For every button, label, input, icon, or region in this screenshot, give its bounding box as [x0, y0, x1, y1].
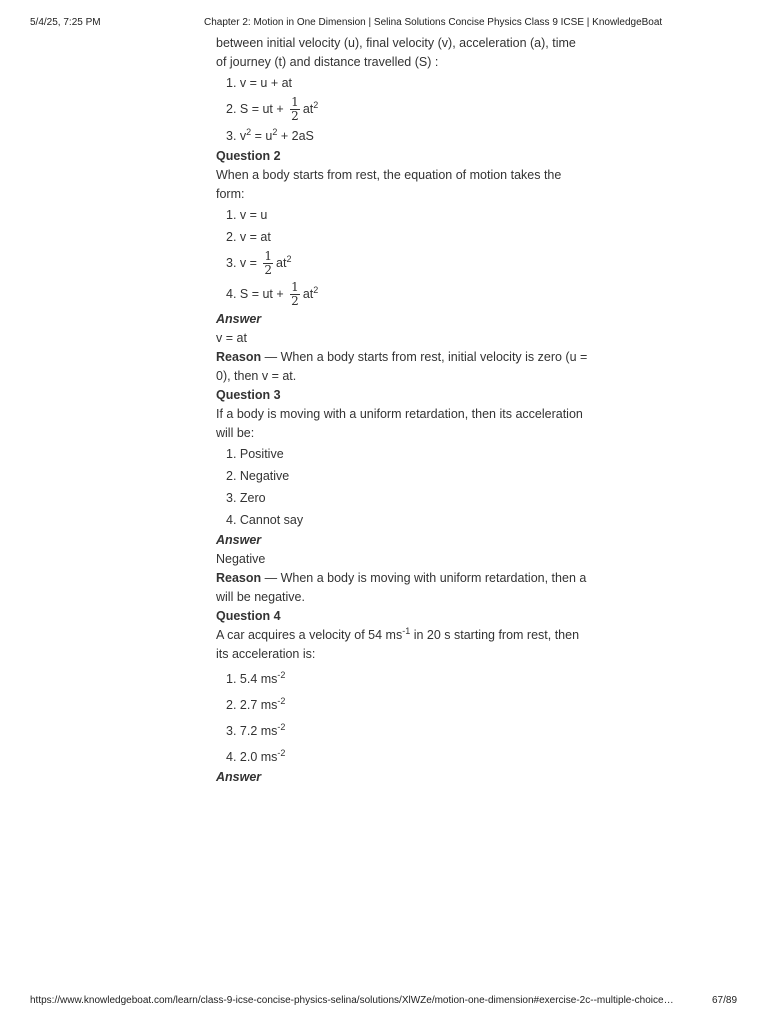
print-url: https://www.knowledgeboat.com/learn/class-9-icse-concise-physics-selina/solutions/XlWZe/motion-one-dimension#exercise-2c--multiple-choice… [30, 995, 674, 1006]
option-item: 1. Positive [226, 447, 284, 461]
option-item: 1. 5.4 $ms^{-2}$ [226, 669, 286, 686]
fraction: $\frac{1}{2}$ [291, 280, 299, 309]
option-item: 4. Cannot say [226, 513, 304, 527]
reason-text: Reason — When a body starts from rest, initial velocity is zero (u = 0), then v = at. [216, 350, 588, 383]
print-footer [0, 995, 768, 1009]
question-3-text: If a body is moving with a uniform retardation, then its acceleration will be: [216, 407, 583, 440]
question-4-title: Question 4 [216, 609, 281, 623]
option-item: 1. v = u [226, 208, 268, 222]
reason-text: Reason — When a body is moving with uniform retardation, then a will be negative. [216, 571, 587, 604]
answer-label: Answer [216, 770, 262, 784]
answer-text: v = at [216, 331, 247, 345]
option-item: 3. 7.2 $ms^{-2}$ [226, 721, 286, 738]
fraction: $\frac{1}{2}$ [264, 249, 273, 278]
option-item: 3. Zero [226, 491, 266, 505]
answer-text: Negative [216, 552, 266, 566]
question-2-text: When a body starts from rest, the equation of motion takes the form: [216, 168, 562, 201]
print-date: 5/4/25, 7:25 PM [30, 17, 101, 28]
option-item: 4. 2.0 $ms^{-2}$ [226, 747, 286, 764]
answer-label: Answer [216, 312, 262, 326]
print-header [0, 17, 768, 31]
option-item: 1. v = u + at [226, 76, 293, 90]
solution-content [216, 34, 588, 787]
question-4-options [216, 664, 588, 768]
option-item: 2. 2.7 $ms^{-2}$ [226, 695, 286, 712]
question-4-text: A car acquires a velocity of 54 $ms^{-1}$ in 20 s starting from rest, then its acceleration is: [216, 625, 580, 661]
option-item: 2. v = at [226, 230, 271, 244]
option-item: 3. $v^2 = u^2 + 2aS$ [226, 126, 314, 143]
option-item: 4. S = ut + $\frac{1}{2}$ $at^2$ [226, 280, 319, 309]
question-3-title: Question 3 [216, 388, 281, 402]
question-2-options [216, 204, 588, 310]
option-item: 3. v = $\frac{1}{2}$ $at^2$ [226, 249, 292, 278]
reason-label: Reason [216, 350, 262, 364]
option-item: 2. S = ut + $\frac{1}{2}$ $at^2$ [226, 95, 319, 124]
intro-text: between initial velocity (u), final velocity (v), acceleration (a), time of journey (t) and distance travelled (S) : [216, 36, 576, 69]
print-page-title: Chapter 2: Motion in One Dimension | Selina Solutions Concise Physics Class 9 ICSE | KnowledgeBoat [204, 17, 663, 28]
option-item: 2. Negative [226, 469, 290, 483]
answer-label: Answer [216, 533, 262, 547]
question-2-title: Question 2 [216, 149, 281, 163]
intro-options [216, 72, 588, 147]
fraction: $\frac{1}{2}$ [291, 95, 299, 124]
reason-label: Reason [216, 571, 262, 585]
page-number: 67/89 [712, 995, 738, 1006]
question-3-options [216, 443, 588, 531]
